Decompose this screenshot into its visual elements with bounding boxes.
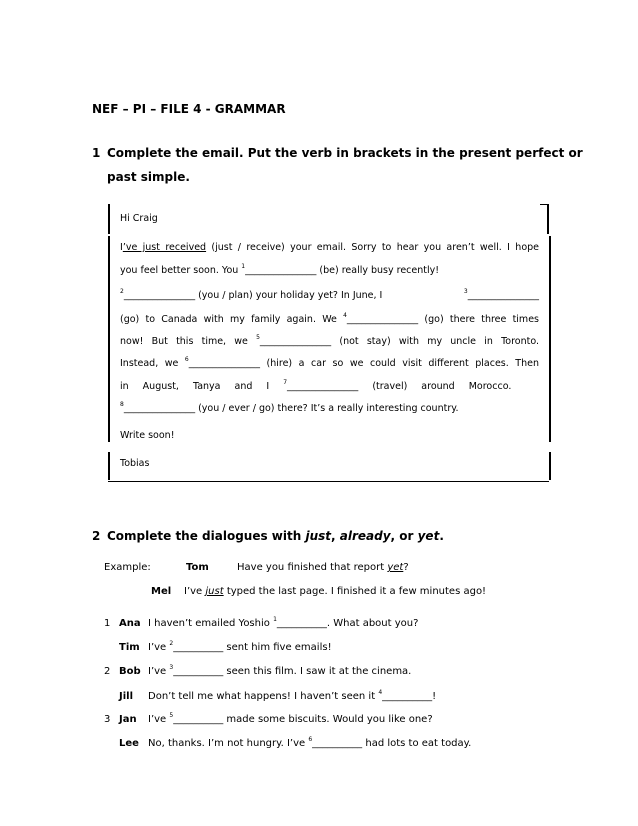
example-label: Example:: [104, 562, 151, 573]
blank-1[interactable]: _______________ (be) really busy recently!: [245, 265, 440, 276]
item-2-line-2: Don’t tell me what happens! I haven’t seen it $^4$__________!: [148, 689, 437, 702]
example-line-1: Have you finished that report yet?: [237, 562, 409, 573]
email-line-5: now! But this time, we $^5$_______________ (not stay) with my uncle in Toronto.: [120, 334, 539, 347]
item-1-speaker-1: Ana: [119, 618, 141, 629]
page-title: NEF – PI – FILE 4 - GRAMMAR: [92, 102, 286, 116]
blank-7[interactable]: _______________ (travel) around Morocco.: [287, 381, 512, 392]
item-1-speaker-2: Tim: [119, 642, 140, 653]
email-signature: Tobias: [120, 458, 150, 469]
blank-2[interactable]: _______________ (you / plan) your holiday yet? In June, I: [123, 290, 383, 301]
blank-3[interactable]: _______________: [467, 290, 539, 301]
email-line-3: $^2$_______________ (you / plan) your holiday yet? In June, I $^3$_______________: [120, 288, 539, 301]
dialogue-blank-4[interactable]: __________!: [382, 691, 437, 702]
example-speaker-1: Tom: [186, 562, 209, 573]
exercise-1-line-1: Complete the email. Put the verb in brackets in the present perfect or: [107, 146, 583, 160]
email-line-6: Instead, we $^6$_______________ (hire) a car so we could visit different places. Then: [120, 356, 539, 369]
item-3-speaker-1: Jan: [119, 714, 137, 725]
item-1-number: 1: [104, 618, 111, 629]
example-speaker-2: Mel: [151, 586, 172, 597]
item-3-speaker-2: Lee: [119, 738, 139, 749]
email-body-box: [108, 236, 551, 442]
item-2-line-1: I’ve $^3$__________ seen this film. I saw it at the cinema.: [148, 664, 412, 677]
exercise-1-line-2: past simple.: [107, 170, 190, 184]
exercise-2-line: Complete the dialogues with just, already, or yet.: [107, 529, 444, 543]
item-3-number: 3: [104, 714, 111, 725]
item-3-line-2: No, thanks. I’m not hungry. I’ve $^6$__________ had lots to eat today.: [148, 736, 472, 749]
email-line-1: I’ve just received (just / receive) your email. Sorry to hear you aren’t well. I hope: [120, 242, 540, 253]
item-2-speaker-1: Bob: [119, 666, 141, 677]
blank-8[interactable]: _______________ (you / ever / go) there? It’s a really interesting country.: [123, 403, 459, 414]
example-answer: ’ve just received: [122, 242, 207, 253]
blank-6[interactable]: _______________ (hire) a car so we could visit different places. Then: [188, 358, 539, 369]
exercise-2-number: 2: [92, 529, 101, 543]
email-bottom-border: [108, 481, 549, 482]
blank-5[interactable]: _______________ (not stay) with my uncle in Toronto.: [259, 336, 539, 347]
email-greeting-right-border: [108, 204, 549, 234]
email-line-8: $^8$_______________ (you / ever / go) there? It’s a really interesting country.: [120, 401, 459, 414]
example-line-2: I’ve just typed the last page. I finished it a few minutes ago!: [184, 586, 487, 597]
exercise-1-number: 1: [92, 146, 101, 160]
item-1-line-1: I haven’t emailed Yoshio $^1$__________. What about you?: [148, 616, 419, 629]
item-2-number: 2: [104, 666, 111, 677]
blank-4[interactable]: _______________ (go) there three times: [346, 314, 539, 325]
dialogue-blank-6[interactable]: __________ had lots to eat today.: [312, 738, 472, 749]
dialogue-blank-3[interactable]: __________ seen this film. I saw it at the cinema.: [173, 666, 412, 677]
dialogue-blank-2[interactable]: __________ sent him five emails!: [173, 642, 332, 653]
email-line-4: (go) to Canada with my family again. We $^4$_______________ (go) there three times: [120, 312, 539, 325]
item-2-speaker-2: Jill: [119, 691, 134, 702]
dialogue-blank-1[interactable]: __________. What about you?: [276, 618, 419, 629]
item-1-line-2: I’ve $^2$__________ sent him five emails!: [148, 640, 332, 653]
email-top-right-tick: [540, 204, 549, 205]
item-3-line-1: I’ve $^5$__________ made some biscuits. Would you like one?: [148, 712, 433, 725]
email-signature-box: [108, 452, 551, 480]
email-greeting: Hi Craig: [120, 213, 158, 224]
email-closing: Write soon!: [120, 430, 175, 441]
email-line-7: in August, Tanya and I $^7$_______________ (travel) around Morocco.: [120, 379, 512, 392]
email-line-2: you feel better soon. You $^1$_______________ (be) really busy recently!: [120, 263, 440, 276]
dialogue-blank-5[interactable]: __________ made some biscuits. Would you like one?: [173, 714, 433, 725]
